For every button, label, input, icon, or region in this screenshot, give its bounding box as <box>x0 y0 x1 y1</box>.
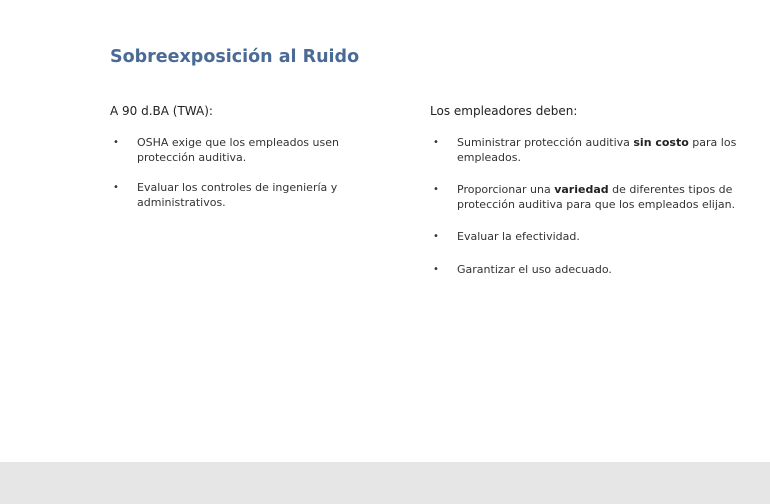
right-column <box>430 104 740 295</box>
slide-title: Sobreexposición al Ruido <box>110 47 360 67</box>
list-item-text: Evaluar los controles de ingeniería y administrativos. <box>137 181 338 209</box>
bullet-icon: • <box>113 137 119 148</box>
bullet-icon: • <box>433 263 439 275</box>
list-item-emphasis: variedad <box>554 183 609 196</box>
list-item-text: Garantizar el uso adecuado. <box>457 262 612 276</box>
list-item-text-post: de diferentes tipos de protección auditiva para que los empleados elijan. <box>457 183 736 211</box>
list-item-text: OSHA exige que los empleados usen protección auditiva. <box>137 136 339 164</box>
list-item-emphasis: sin costo <box>633 136 689 149</box>
list-item <box>430 230 740 245</box>
list-item <box>430 136 740 165</box>
bullet-icon: • <box>113 182 119 193</box>
list-item <box>110 181 380 210</box>
bullet-icon: • <box>433 137 439 148</box>
right-column-heading: Los empleadores deben: <box>430 104 578 118</box>
list-item-text-pre: Suministrar protección auditiva <box>457 136 634 149</box>
bullet-icon: • <box>433 231 439 242</box>
footer-bar <box>0 462 770 504</box>
list-item <box>430 183 740 212</box>
list-item-text-post: para los empleados. <box>457 136 737 164</box>
left-column <box>110 104 380 226</box>
bullet-icon: • <box>433 184 439 195</box>
list-item <box>110 136 380 165</box>
right-bullet-list <box>430 136 740 277</box>
left-bullet-list <box>110 136 380 210</box>
list-item-text-pre: Proporcionar una <box>457 183 555 196</box>
list-item <box>430 263 740 278</box>
list-item-text: Evaluar la efectividad. <box>457 230 580 243</box>
left-column-heading: A 90 d.BA (TWA): <box>110 104 213 118</box>
